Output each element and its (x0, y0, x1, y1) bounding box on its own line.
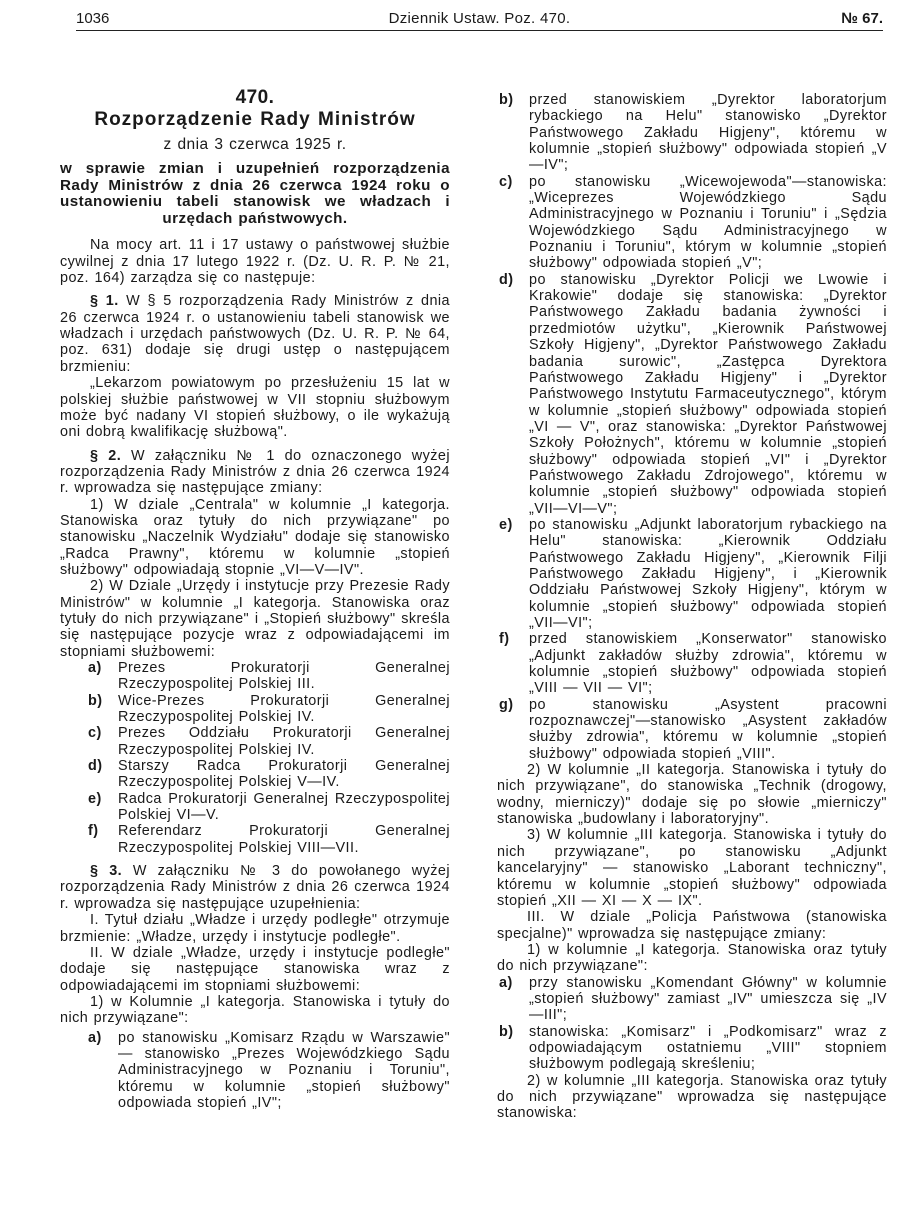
list-item: d) po stanowisku „Dyrektor Policji we Lwowie i Krakowie" dodaje się stanowiska: „Dyrektor Państwowego Zakładu badania żywności i przedmiotów użytku", „Kierownik Państwowej Szkoły Higjeny", „Dyrektor Państwowego Zakładu badania surowic", „Zastępca Dyrektora Państwowego Zakładu Higjeny" i „Dyrektor Państwowego Instytutu Farmaceutycznego", którym w kolumnie „stopień służbowy" odpowiada stopień „VI — V", oraz stanowiska: „Dyrektor Państwowej Szkoły Położnych", któremu w kolumnie „stopień służbowy" odpowiada stopień „VI" i „Dyrektor Państwowego Zakładu Zdrojowego", któremu w kolumnie „stopień służbowy" odpowiada stopień „VII—VI—V"; (499, 271, 887, 517)
act-number: 470. (235, 87, 275, 108)
section-1-quote: „Lekarzom powiatowym po przesłużeniu 15 lat w polskiej służbie państwowej w VII stopniu służbowym może być nadany VI stopień służbowy, o ile wykażują oni dobrą kwalifikację służbową". (60, 375, 450, 441)
act-date: z dnia 3 czerwca 1925 r. (163, 135, 347, 153)
list-item: f) przed stanowiskiem „Konserwator" stanowisko „Adjunkt zakładów służby zdrowia", któremu w kolumnie „stopień służbowy" odpowiada stopień „VIII — VII — VI"; (499, 631, 887, 697)
journal-title: Dziennik Ustaw. Poz. 470. (388, 10, 571, 27)
section-2-text: W załączniku № 1 do oznaczonego wyżej rozporządzenia Rady Ministrów z dnia 26 czerwca 1924 r. wprowadza się następujące zmiany: (60, 447, 450, 497)
section-3-lead: § 3. (90, 863, 123, 880)
list-item: a) po stanowisku „Komisarz Rządu w Warszawie" — stanowisko „Prezes Wojewódzkiego Sądu Administracyjnego w Poznaniu i Toruniu", któremu w kolumnie „stopień służbowy" odpowiada stopień „IV"; (88, 1029, 450, 1111)
section-2-list (60, 660, 450, 856)
section-3-text: W załączniku № 3 do powołanego wyżej rozporządzenia Rady Ministrów z dnia 26 czerwca 1924 r. wprowadza się następujące uzupełnienia: (60, 863, 450, 912)
list-item: g) po stanowisku „Asystent pracowni rozpoznawczej"—stanowisko „Asystent zakładów służby zdrowia", któremu w kolumnie „stopień służbowy" odpowiada stopień „VIII". (499, 696, 887, 762)
section-3-part-I: I. Tytuł działu „Władze i urzędy podległe" otrzymuje brzmienie: „Władze, urzędy i instytucje podległe". (60, 912, 450, 945)
act-subject: w sprawie zmian i uzupełnień rozporządzenia Rady Ministrów z dnia 26 czerwca 1924 roku o ustanowieniu tabeli stanowisk we władzach i urzędach państwowych. (60, 160, 450, 227)
section-3 (60, 863, 450, 912)
list-item: b) Wice-Prezes Prokuratorji Generalnej Rzeczypospolitej Polskiej IV. (88, 692, 450, 726)
list-item: b) przed stanowiskiem „Dyrektor laboratorjum rybackiego na Helu" stanowisko „Dyrektor Państwowego Zakładu Higjeny", któremu w kolumnie „stopień służbowy" odpowiada stopień „V—IV"; (499, 92, 887, 174)
issue-number: № 67. (841, 10, 883, 27)
left-column (60, 88, 450, 1111)
section-2-lead: § 2. (90, 447, 122, 464)
section-1-text: W § 5 rozporządzenia Rady Ministrów z dnia 26 czerwca 1924 r. o ustanowieniu tabeli stanowisk we władzach i urzędach państwowych (Dz. U. R. P. № 64, poz. 631) dodaje się drugi ustęp o następującem brzmieniu: (60, 293, 450, 375)
list-item: e) po stanowisku „Adjunkt laboratorjum rybackiego na Helu" stanowiska: „Kierownik Oddziału Państwowego Zakładu Higjeny", „Kierownik Filji Państwowego Zakładu Higjeny", i „Kierownik Oddziału Państwowej Szkoły Higjeny", którym w kolumnie „stopień służbowy" odpowiada stopień „VII—VI"; (499, 516, 887, 631)
right-column (497, 92, 887, 1122)
section-3-part-II-1: 1) w Kolumnie „I kategorja. Stanowiska i tytuły do nich przywiązane": (60, 993, 450, 1027)
section-1 (60, 293, 450, 375)
act-title: Rozporządzenie Rady Ministrów (94, 109, 416, 131)
page-header (76, 8, 883, 31)
preamble: Na mocy art. 11 i 17 ustawy o państwowej służbie cywilnej z dnia 17 lutego 1922 r. (Dz. U. R. P. № 21, poz. 164) zarządza się co następuje: (60, 237, 450, 287)
part-III-1: 1) w kolumnie „I kategorja. Stanowiska oraz tytuły do nich przywiązane": (497, 941, 887, 975)
list-item: d) Starszy Radca Prokuratorji Generalnej Rzeczypospolitej Polskiej V—IV. (88, 758, 450, 791)
list-item: f) Referendarz Prokuratorji Generalnej Rzeczypospolitej Polskiej VIII—VII. (88, 823, 450, 856)
list-item: c) po stanowisku „Wicewojewoda"—stanowiska: „Wiceprezes Wojewódzkiego Sądu Administracyjnego w Poznaniu i Toruniu" i „Sędzia Wojewódzkiego Sądu Administracyjnego w Poznaniu i Toruniu", którym w kolumnie „stopień służbowy" odpowiada stopień „V"; (499, 173, 887, 272)
list-item: c) Prezes Oddziału Prokuratorji Generalnej Rzeczypospolitej Polskiej IV. (88, 725, 450, 758)
section-3-part-II: II. W dziale „Władze, urzędy i instytucje podległe" dodaje się następujące stanowiska wraz z odpowiadającemi im stopniami służbowemi: (60, 944, 450, 994)
section-1-lead: § 1. (90, 293, 119, 310)
point-3: 3) W kolumnie „III kategorja. Stanowiska i tytuły do nich przywiązane", po stanowisku „Adjunkt kancelaryjny" — stanowisko „Laborant techniczny", któremu w kolumnie „stopień służbowy" odpowiada stopień „XII — XI — X — IX". (497, 827, 887, 909)
page-number: 1036 (76, 10, 110, 27)
part-III: III. W dziale „Policja Państwowa (stanowiska specjalne)" wprowadza się następujące zmiany: (497, 909, 887, 942)
list-item: e) Radca Prokuratorji Generalnej Rzeczypospolitej Polskiej VI—V. (88, 790, 450, 824)
section-2-point-2: 2) W Dziale „Urzędy i instytucje przy Prezesie Rady Ministrów" w kolumnie „I kategorja. Stanowiska oraz tytuły do nich przywiązane" i „Stopień służbowy" skreśla się następujące pozycje wraz z odpowiadającemi im stopniami służbowemi: (60, 578, 450, 660)
section-2 (60, 448, 450, 497)
list-item: a) Prezes Prokuratorji Generalnej Rzeczypospolitej Polskiej III. (88, 660, 450, 693)
list-item: b) stanowiska: „Komisarz" i „Podkomisarz" wraz z odpowiadającym ostatniemu „VIII" stopniem służbowym podlegają skreśleniu; (499, 1023, 887, 1073)
part-III-2: 2) w kolumnie „III kategorja. Stanowiska oraz tytuły do nich przywiązane" wprowadza się następujące stanowiska: (497, 1072, 887, 1122)
point-2: 2) W kolumnie „II kategorja. Stanowiska i tytuły do nich przywiązane", do stanowiska „Technik (drogowy, wodny, mierniczy)" dodaje się po słowie „mierniczy" stanowiska „budowlany i laboratoryjny". (497, 762, 887, 828)
section-2-point-1: 1) W dziale „Centrala" w kolumnie „I kategorja. Stanowiska oraz tytuły do nich przywiązane" po stanowisku „Naczelnik Wydziału" dodaje się stanowisko „Radca Prawny", któremu w kolumnie „stopień służbowy" odpowiadają stopnie „VI—V—IV". (60, 496, 450, 578)
list-item: a) przy stanowisku „Komendant Główny" w kolumnie „stopień służbowy" zamiast „IV" umieszcza się „IV—III"; (499, 974, 887, 1024)
